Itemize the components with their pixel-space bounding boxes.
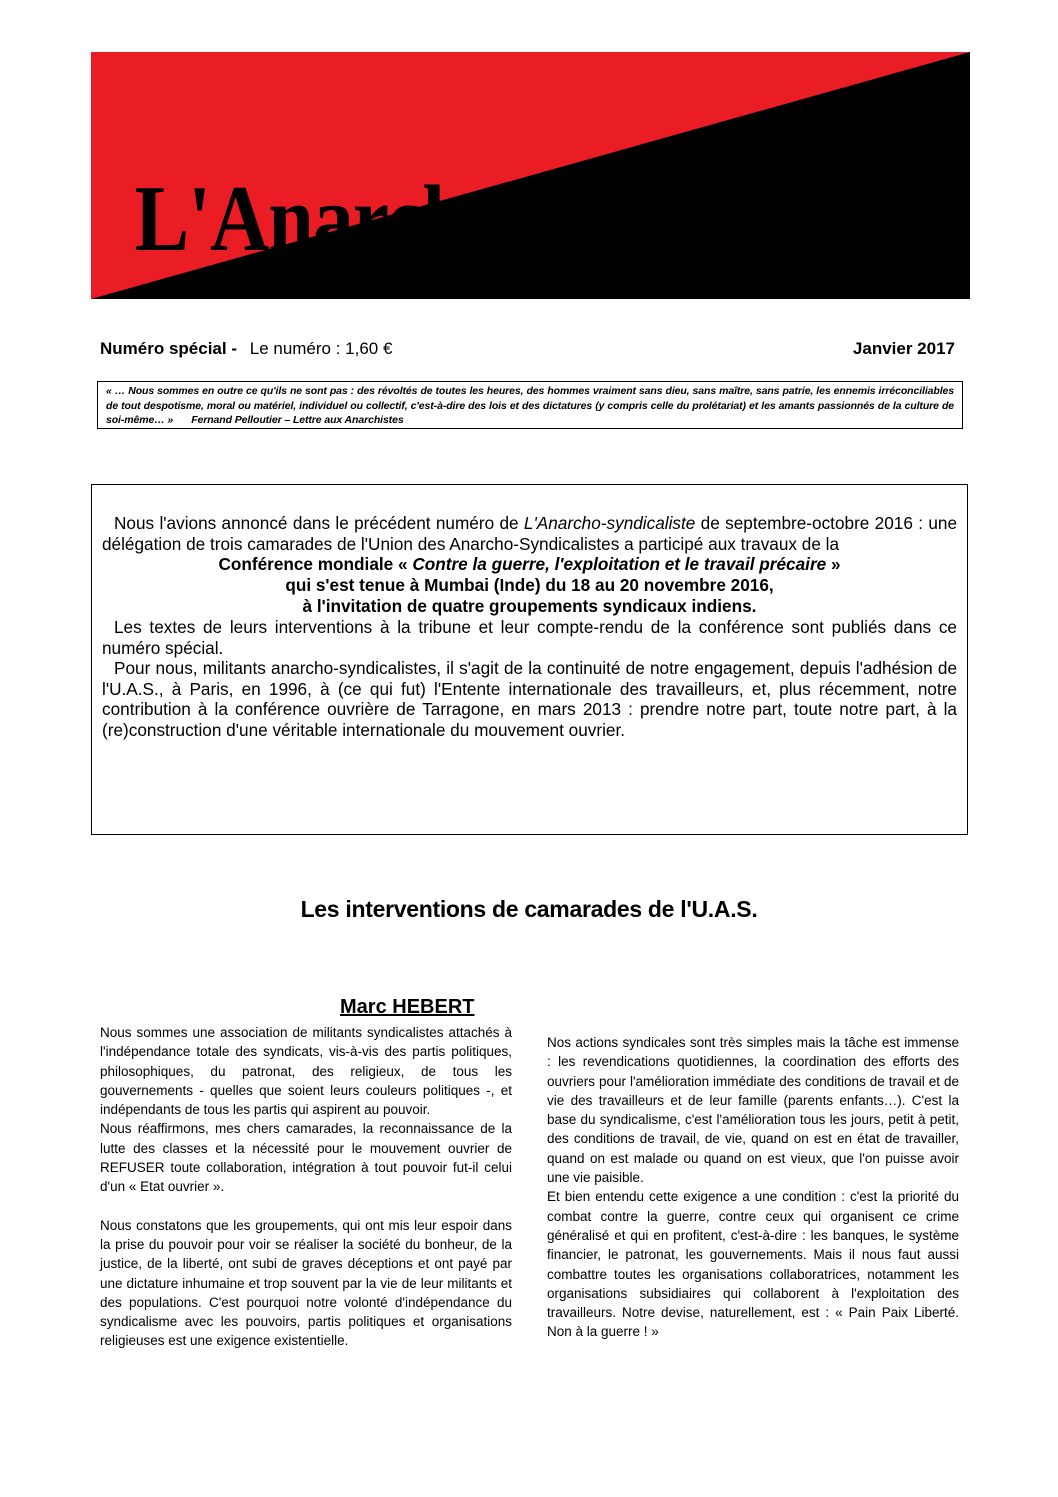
article-paragraph: Nous réaffirmons, mes chers camarades, la reconnaissance de la lutte des classes et la nécessité pour le mouvement ouvrier de REFUSER toute collaboration, intégration à tout pouvoir fut-il celui d'un « Etat ouvrier ». (100, 1121, 512, 1195)
article-paragraph: Nous sommes une association de militants syndicalistes attachés à l'indépendance totale des syndicats, vis-à-vis des partis politiques, philosophiques, du patronat, des religieux, de tous les gouvernements - quelles que soient leurs couleurs politiques -, et indépendants de tous les partis qui aspirent au pouvoir. (100, 1025, 512, 1118)
intro-paragraph-1 (102, 513, 957, 554)
section-heading: Les interventions de camarades de l'U.A.S. (300, 896, 758, 922)
journal-name: L'Anarcho-syndicaliste (523, 513, 696, 533)
conference-invitation: à l'invitation de quatre groupements syndicaux indiens. (302, 596, 757, 616)
intro-text: de septembre-octobre 2016 : une délégation de trois camarades de l'Union des Anarcho-Syndicalistes a participé aux travaux de la (102, 513, 958, 554)
issue-price: Le numéro : 1,60 € (249, 339, 393, 358)
intro-paragraph-3: Pour nous, militants anarcho-syndicalistes, il s'agit de la continuité de notre engagement, depuis l'adhésion de l'U.A.S., à Paris, en 1996, à (ce qui fut) l'Entente internationale des travailleurs, et, plus récemment, notre contribution à la conférence ouvrière de Tarragone, en mars 2013 : prendre notre part, toute notre part, à la (re)construction d'une véritable internationale du mouvement ouvrier. (102, 658, 957, 740)
quote-text: « … Nous sommes en outre ce qu'ils ne sont pas : des révoltés de toutes les heures, des hommes vraiment sans dieu, sans maître, sans patrie, les ennemis irréconciliables de tout despotisme, moral ou matériel, individuel ou collectif, c'est-à-dire des lois et des dictatures (y compris celle du prolétariat) et les amants passionnés de la culture de soi-même… » (106, 385, 954, 426)
epigraph-quote (97, 381, 963, 429)
issue-line (100, 339, 960, 363)
intro-paragraph-2: Les textes de leurs interventions à la tribune et leur compte-rendu de la conférence sont publiés dans ce numéro spécial. (102, 617, 957, 658)
article-column-left (100, 1023, 512, 1351)
article-paragraph: Et bien entendu cette exigence a une condition : c'est la priorité du combat contre la guerre, contre ceux qui organisent ce crime généralisé et qui en profitent, c'est-à-dire : les banques, le système financier, le patronat, les gouvernements. Mais il nous faut aussi combattre toutes les organisations collaboratrices, notamment les organisations subsidiaires qui collaborent à l'exploitation des travailleurs. Notre devise, naturellement, est : « Pain Paix Liberté. Non à la guerre ! » (547, 1189, 959, 1340)
article-paragraph: Nous constatons que les groupements, qui ont mis leur espoir dans la prise du pouvoir pour voir se réaliser la société du bonheur, de la justice, de la liberté, ont subi de graves déceptions et ont payé par une dictature inhumaine et trop souvent par la vie de leur militants et des populations. C'est pourquoi notre volonté d'indépendance du syndicalisme avec les pouvoirs, partis politiques et organisations religieuses est une exigence existentielle. (100, 1217, 512, 1349)
article-author: Marc HEBERT (340, 996, 475, 1018)
issue-special-label: Numéro spécial - (100, 339, 237, 358)
paragraph-spacer (100, 1197, 512, 1216)
masthead-title: L'Anarcho-syndicaliste (134, 166, 927, 271)
article-paragraph: Nos actions syndicales sont très simples mais la tâche est immense : les revendications quotidiennes, la coordination des efforts des ouvriers pour l'amélioration immédiate des conditions de travail et de vie des travailleurs et de leur famille (parents enfants…). C'est la base du syndicalisme, c'est l'amélioration tous les jours, petit à petit, des conditions de travail, de vie, quand on est en état de travailler, quand on est malade ou quand on est vieux, que l'on puisse avoir une vie paisible. (547, 1035, 959, 1186)
masthead-banner (91, 52, 970, 299)
conference-theme: Contre la guerre, l'exploitation et le travail précaire (412, 554, 827, 574)
quote-author: Fernand Pelloutier – Lettre aux Anarchistes (191, 414, 404, 426)
conference-title (102, 554, 957, 575)
issue-date: Janvier 2017 (852, 339, 955, 358)
intro-box (91, 484, 968, 835)
conference-quote-end: » (826, 554, 841, 574)
intro-text: Nous l'avions annoncé dans le précédent numéro de (114, 513, 524, 533)
conference-location: qui s'est tenue à Mumbai (Inde) du 18 au 20 novembre 2016, (285, 575, 774, 595)
conference-label: Conférence mondiale « (218, 554, 413, 574)
article-column-right (547, 1033, 959, 1342)
